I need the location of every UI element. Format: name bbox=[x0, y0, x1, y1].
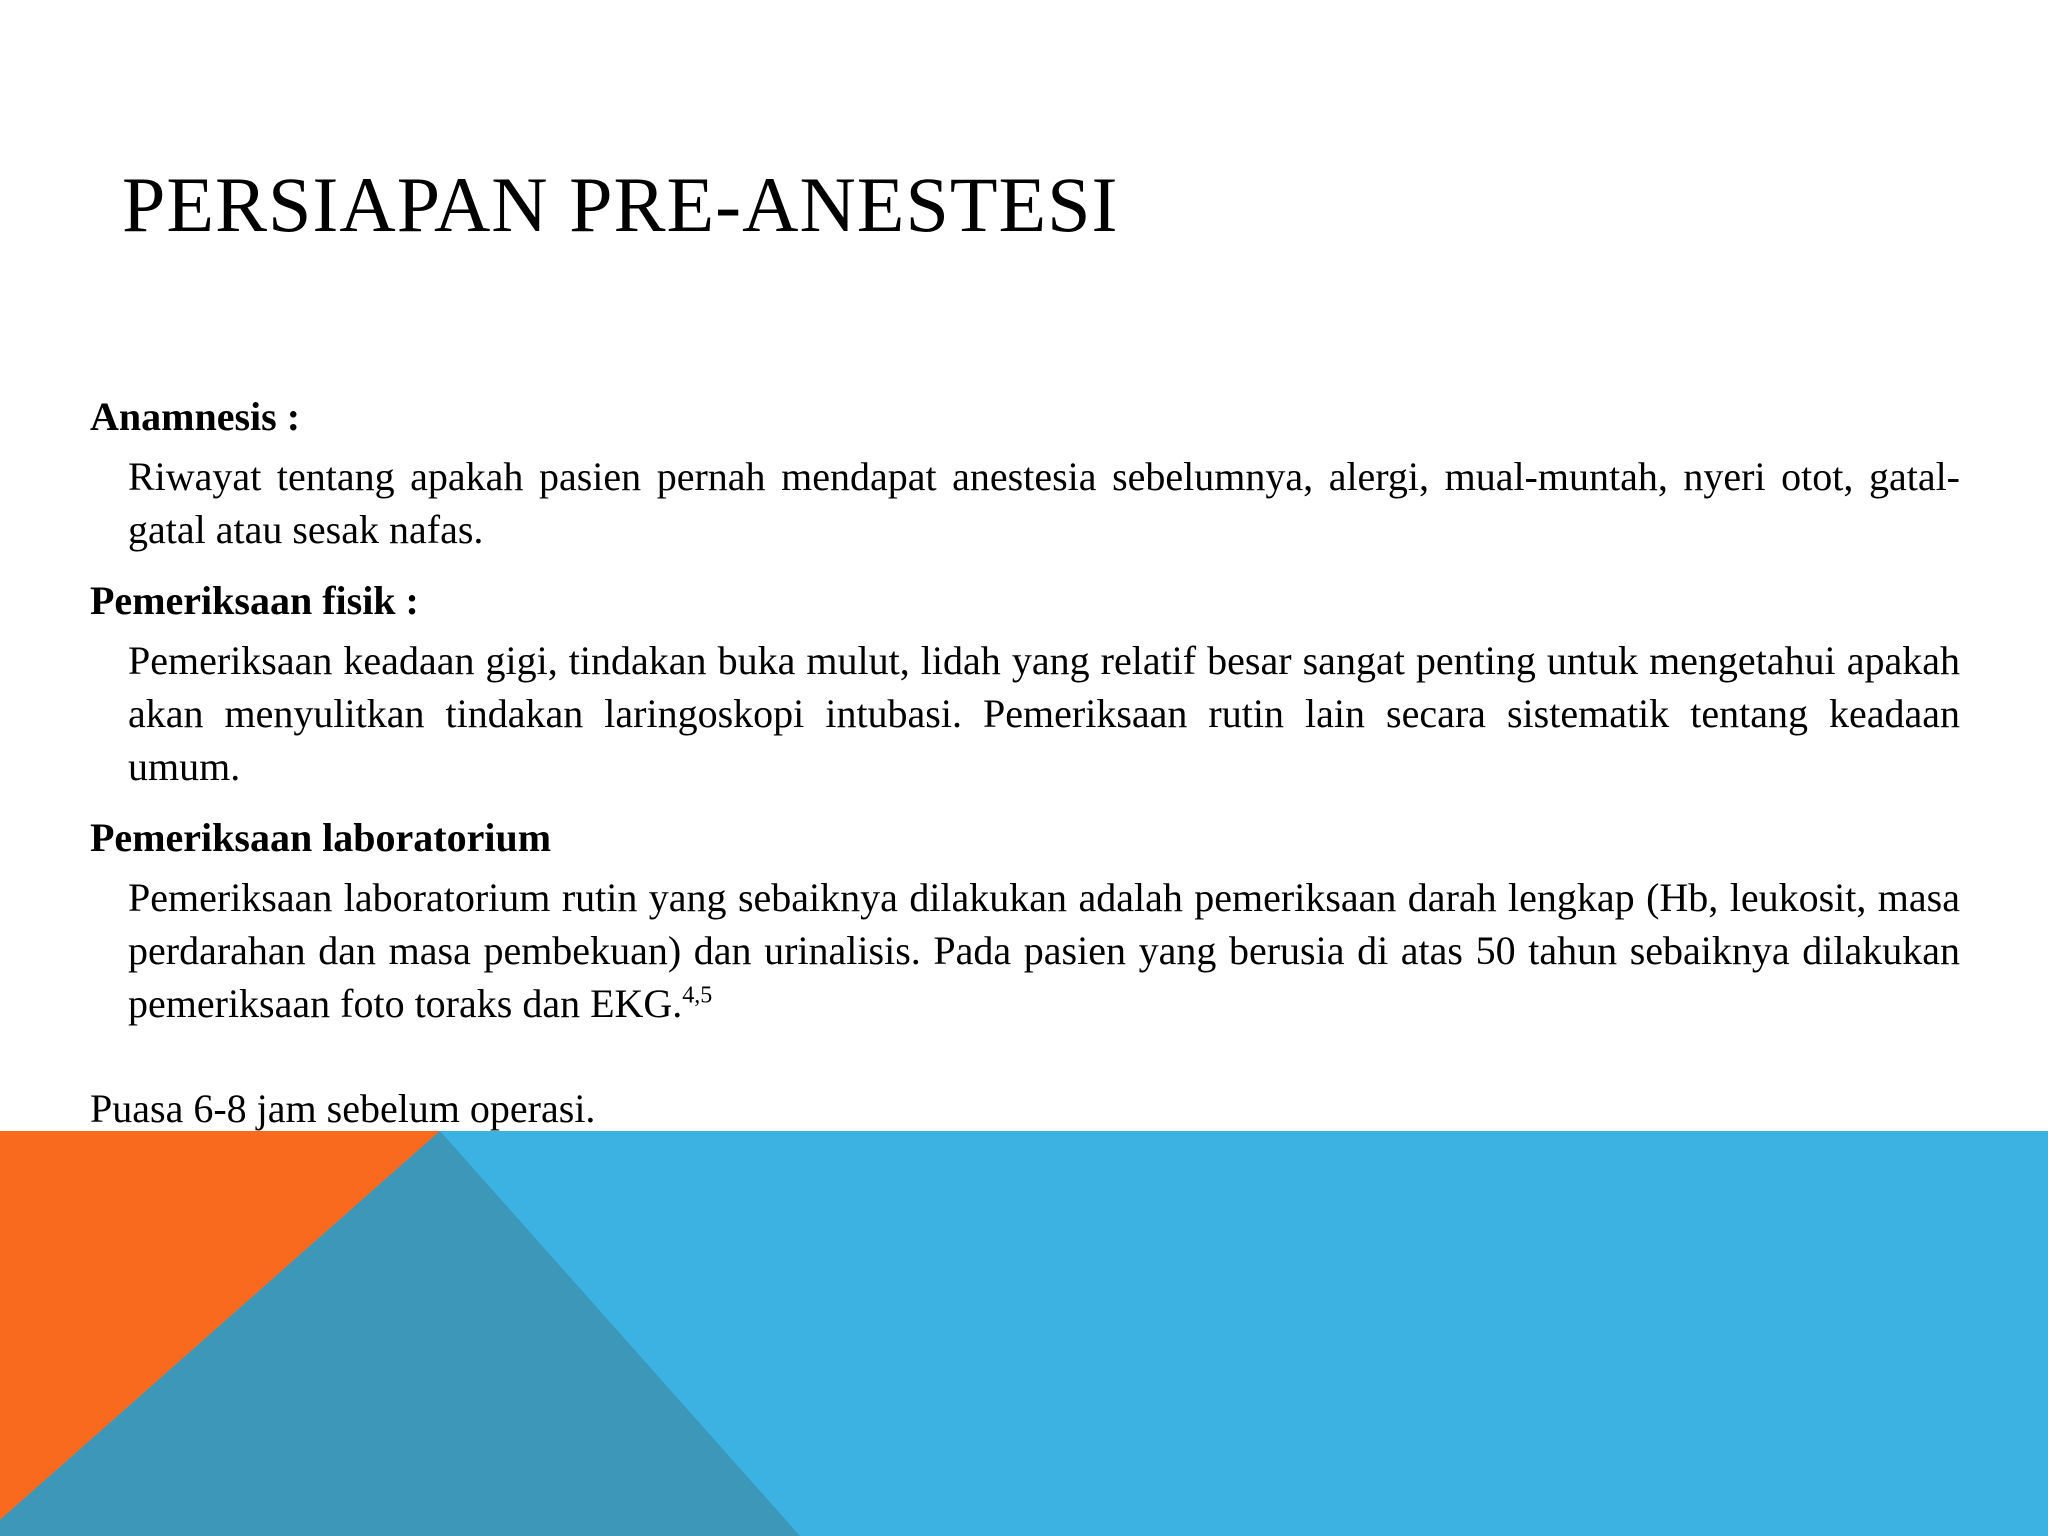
slide-title: PERSIAPAN PRE-ANESTESI bbox=[122, 161, 1119, 248]
section-text-pemeriksaan-fisik: Pemeriksaan keadaan gigi, tindakan buka mulut, lidah yang relatif besar sangat penting untuk mengetahui apakah akan menyulitkan tindakan laringoskopi intubasi. Pemeriksaan rutin lain secara sistematik tentang keadaan umum. bbox=[128, 638, 1960, 789]
section-heading-pemeriksaan-fisik: Pemeriksaan fisik : bbox=[90, 578, 419, 623]
section-heading-pemeriksaan-laboratorium: Pemeriksaan laboratorium bbox=[90, 815, 552, 860]
section-text-laboratorium: Pemeriksaan laboratorium rutin yang sebaiknya dilakukan adalah pemeriksaan darah lengkap (Hb, leukosit, masa perdarahan dan masa pembekuan) dan urinalisis. Pada pasien yang berusia di atas 50 tahun sebaiknya dilakukan pemeriksaan foto toraks dan EKG. bbox=[128, 875, 1960, 1026]
section-heading-anamnesis: Anamnesis : bbox=[90, 394, 301, 439]
slide-body bbox=[90, 390, 1960, 1136]
section-paragraph-laboratorium bbox=[128, 871, 1960, 1030]
section-text-anamnesis: Riwayat tentang apakah pasien pernah mendapat anestesia sebelumnya, alergi, mual-muntah, nyeri otot, gatal-gatal atau sesak nafas. bbox=[128, 454, 1960, 552]
citation-superscript: 4,5 bbox=[682, 982, 713, 1009]
fasting-note: Puasa 6-8 jam sebelum operasi. bbox=[90, 1086, 596, 1131]
